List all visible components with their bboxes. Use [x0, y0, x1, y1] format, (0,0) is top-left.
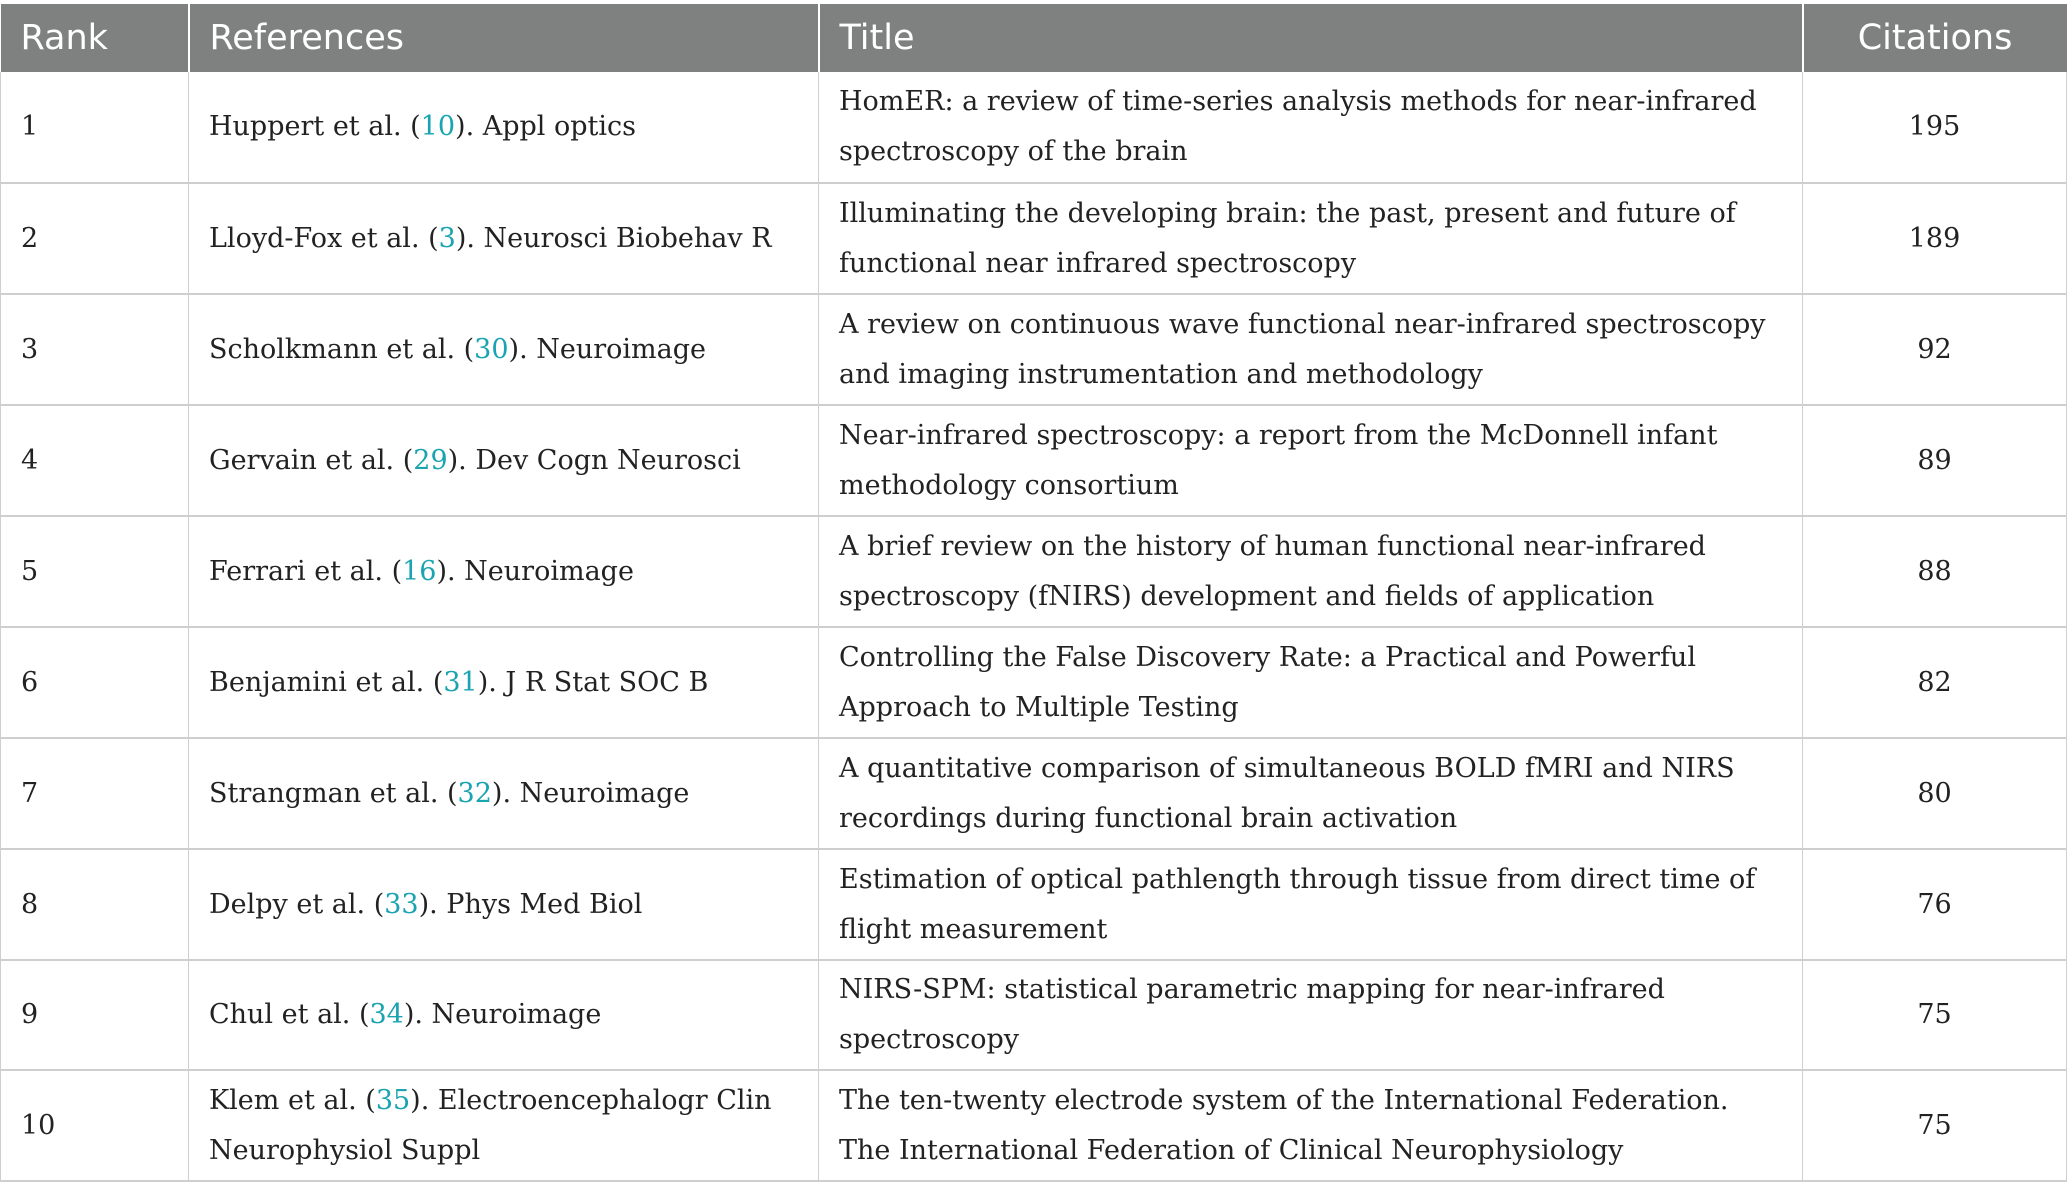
reference-journal: ). Neuroimage: [403, 999, 602, 1030]
reference-link[interactable]: 29: [413, 444, 448, 476]
reference-link[interactable]: 35: [375, 1084, 411, 1116]
header-references: References: [189, 4, 819, 72]
reference-link[interactable]: 30: [474, 333, 509, 365]
title-cell: Illuminating the developing brain: the past, present and future of functional near infrared spectroscopy: [819, 183, 1803, 294]
title-cell: A review on continuous wave functional near-infrared spectroscopy and imaging instrumentation and methodology: [819, 294, 1803, 405]
reference-journal: ). Neuroimage: [491, 777, 690, 809]
citations-table: [0, 4, 2067, 1182]
reference-link[interactable]: 16: [402, 555, 437, 587]
reference-link[interactable]: 10: [420, 111, 456, 142]
rank-cell: 6: [1, 627, 189, 738]
title-cell: The ten-twenty electrode system of the International Federation. The International Federation of Clinical Neurophysiology: [819, 1070, 1803, 1181]
reference-author: Klem et al. (: [209, 1084, 376, 1116]
reference-journal: ). Appl optics: [455, 111, 637, 142]
reference-journal: ). J R Stat SOC B: [477, 666, 709, 698]
reference-cell: [189, 294, 819, 405]
reference-link[interactable]: 33: [384, 888, 419, 920]
title-cell: NIRS-SPM: statistical parametric mapping for near-infrared spectroscopy: [819, 960, 1803, 1070]
table-header-row: [1, 4, 2067, 72]
citations-cell: 75: [1803, 960, 2067, 1070]
reference-journal: ). Neurosci Biobehav R: [455, 222, 772, 254]
reference-cell: [189, 627, 819, 738]
citations-cell: 92: [1803, 294, 2067, 405]
reference-journal: ). Dev Cogn Neurosci: [447, 444, 741, 476]
reference-cell: [189, 849, 819, 960]
citations-cell: 76: [1803, 849, 2067, 960]
citations-cell: 80: [1803, 738, 2067, 849]
rank-cell: 4: [1, 405, 189, 516]
header-citations: Citations: [1803, 4, 2067, 72]
citations-cell: 195: [1803, 72, 2067, 183]
header-rank: Rank: [1, 4, 189, 72]
reference-journal: ). Phys Med Biol: [418, 888, 643, 920]
reference-author: Benjamini et al. (: [209, 666, 444, 698]
rank-cell: 10: [1, 1070, 189, 1181]
reference-author: Chul et al. (: [209, 999, 370, 1030]
reference-cell: [189, 516, 819, 627]
rank-cell: 1: [1, 72, 189, 183]
table-row: [1, 405, 2067, 516]
rank-cell: 9: [1, 960, 189, 1070]
title-cell: Controlling the False Discovery Rate: a Practical and Powerful Approach to Multiple Testing: [819, 627, 1803, 738]
reference-cell: [189, 960, 819, 1070]
table-row: [1, 627, 2067, 738]
reference-cell: [189, 738, 819, 849]
reference-author: Huppert et al. (: [209, 111, 421, 142]
table-row: [1, 516, 2067, 627]
reference-cell: [189, 72, 819, 183]
title-cell: A quantitative comparison of simultaneous BOLD fMRI and NIRS recordings during functional brain activation: [819, 738, 1803, 849]
reference-author: Ferrari et al. (: [209, 555, 403, 587]
reference-journal: ). Neuroimage: [508, 333, 706, 365]
reference-author: Lloyd-Fox et al. (: [209, 222, 439, 254]
citations-cell: 89: [1803, 405, 2067, 516]
title-cell: Near-infrared spectroscopy: a report from the McDonnell infant methodology consortium: [819, 405, 1803, 516]
reference-journal: ). Neuroimage: [436, 555, 634, 587]
reference-author: Scholkmann et al. (: [209, 333, 475, 365]
citations-cell: 82: [1803, 627, 2067, 738]
table-row: [1, 849, 2067, 960]
table-row: [1, 1070, 2067, 1181]
reference-journal: ). Electroencephalogr Clin Neurophysiol Suppl: [209, 1084, 772, 1166]
table-row: [1, 960, 2067, 1070]
table-row: [1, 183, 2067, 294]
title-cell: HomER: a review of time-series analysis methods for near-infrared spectroscopy of the brain: [819, 72, 1803, 183]
reference-author: Delpy et al. (: [209, 888, 385, 920]
table-row: [1, 738, 2067, 849]
rank-cell: 7: [1, 738, 189, 849]
reference-link[interactable]: 34: [369, 999, 404, 1030]
citations-cell: 75: [1803, 1070, 2067, 1181]
reference-author: Gervain et al. (: [209, 444, 414, 476]
reference-link[interactable]: 32: [457, 777, 492, 809]
reference-cell: [189, 1070, 819, 1181]
rank-cell: 5: [1, 516, 189, 627]
reference-link[interactable]: 31: [443, 666, 478, 698]
table-row: [1, 294, 2067, 405]
rank-cell: 3: [1, 294, 189, 405]
reference-cell: [189, 405, 819, 516]
rank-cell: 2: [1, 183, 189, 294]
header-title: Title: [819, 4, 1803, 72]
citations-cell: 88: [1803, 516, 2067, 627]
reference-link[interactable]: 3: [438, 222, 456, 254]
rank-cell: 8: [1, 849, 189, 960]
title-cell: A brief review on the history of human functional near-infrared spectroscopy (fNIRS) development and fields of application: [819, 516, 1803, 627]
table-row: [1, 72, 2067, 183]
citations-cell: 189: [1803, 183, 2067, 294]
reference-author: Strangman et al. (: [209, 777, 458, 809]
title-cell: Estimation of optical pathlength through tissue from direct time of flight measurement: [819, 849, 1803, 960]
reference-cell: [189, 183, 819, 294]
